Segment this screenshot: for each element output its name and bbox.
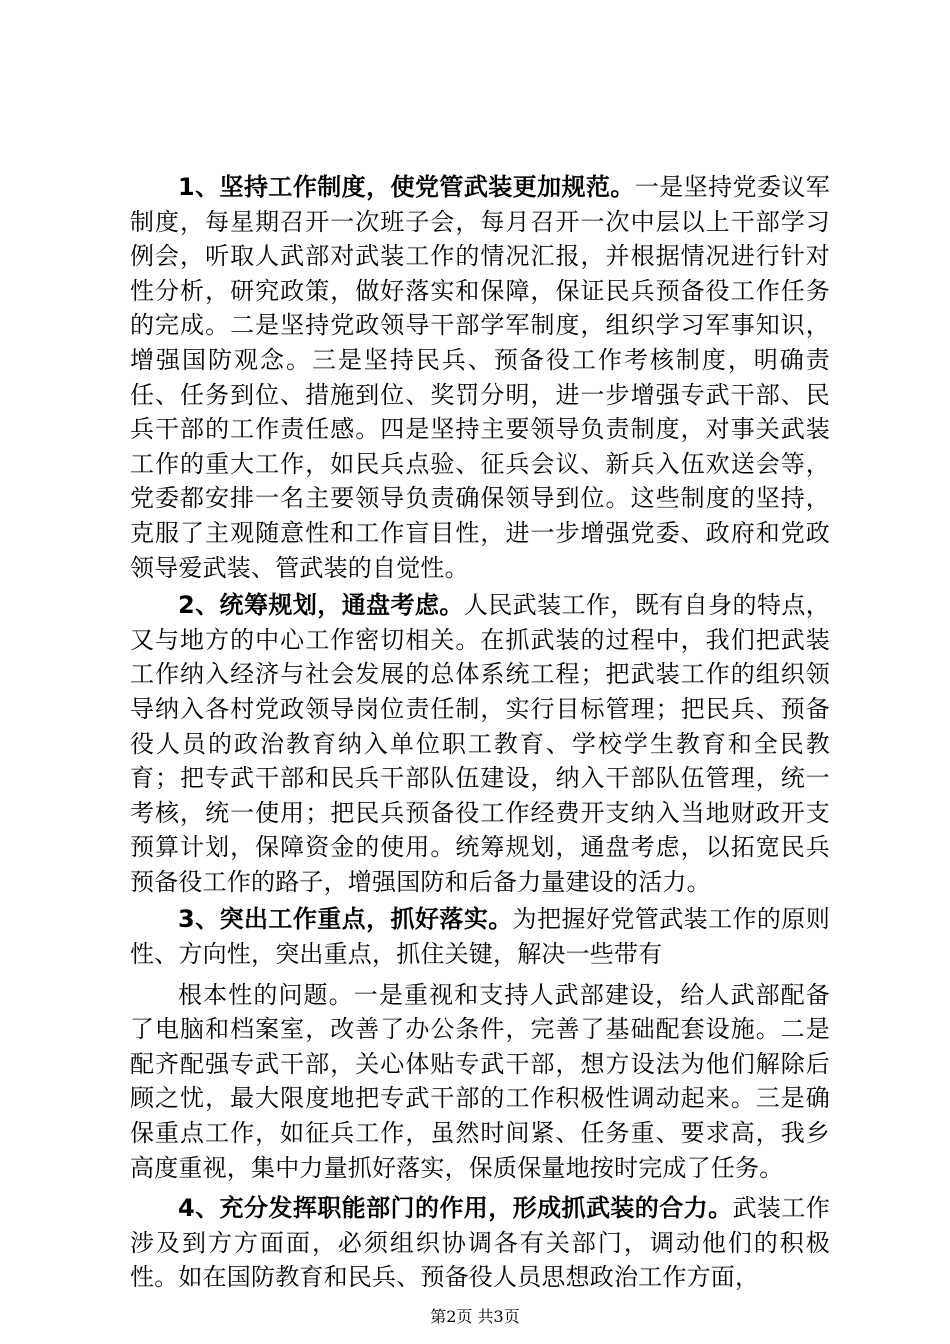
paragraph-2-heading: 2、统筹规划，通盘考虑。 [178, 591, 464, 620]
paragraph-3-body: 为把握好党管武装工作的原则性、方向性，突出重点，抓住关键，解决一些带有 [130, 905, 830, 969]
paragraph-4 [130, 1191, 830, 1295]
paragraph-3 [130, 902, 830, 971]
document-page [130, 170, 830, 1295]
paragraph-4-heading: 4、充分发挥职能部门的作用，形成抓武装的合力。 [178, 1194, 733, 1223]
paragraph-3-continued [130, 978, 830, 1186]
paragraph-2-body: 人民武装工作，既有自身的特点，又与地方的中心工作密切相关。在抓武装的过程中，我们把武装工作纳入经济与社会发展的总体系统工程；把武装工作的组织领导纳入各村党政领导岗位责任制，实行目标管理；把民兵、预备役人员的政治教育纳入单位职工教育、学校学生教育和全民教育；把专武干部和民兵干部队伍建设，纳入干部队伍管理，统一考核，统一使用；把民兵预备役工作经费开支纳入当地财政开支预算计划，保障资金的使用。统筹规划，通盘考虑，以拓宽民兵预备役工作的路子，增强国防和后备力量建设的活力。 [130, 591, 830, 896]
paragraph-2 [130, 588, 830, 899]
paragraph-1 [130, 170, 830, 585]
paragraph-1-body: 一是坚持党委议军制度，每星期召开一次班子会，每月召开一次中层以上干部学习例会，听取人武部对武装工作的情况汇报，并根据情况进行针对性分析，研究政策，做好落实和保障，保证民兵预备役工作任务的完成。二是坚持党政领导干部学军制度，组织学习军事知识，增强国防观念。三是坚持民兵、预备役工作考核制度，明确责任、任务到位、措施到位、奖罚分明，进一步增强专武干部、民兵干部的工作责任感。四是坚持主要领导负责制度，对事关武装工作的重大工作，如民兵点验、征兵会议、新兵入伍欢送会等，党委都安排一名主要领导负责确保领导到位。这些制度的坚持，克服了主观随意性和工作盲目性，进一步增强党委、政府和党政领导爱武装、管武装的自觉性。 [130, 173, 830, 582]
paragraph-4-body: 武装工作涉及到方方面面，必须组织协调各有关部门，调动他们的积极性。如在国防教育和民兵、预备役人员思想政治工作方面， [130, 1194, 830, 1292]
paragraph-3-heading: 3、突出工作重点，抓好落实。 [178, 905, 513, 934]
page-number-footer: 第2页 共3页 [430, 1307, 520, 1326]
paragraph-3-continued-body: 根本性的问题。一是重视和支持人武部建设，给人武部配备了电脑和档案室，改善了办公条件，完善了基础配套设施。二是配齐配强专武干部，关心体贴专武干部，想方设法为他们解除后顾之忧，最大限度地把专武干部的工作积极性调动起来。三是确保重点工作，如征兵工作，虽然时间紧、任务重、要求高，我乡高度重视，集中力量抓好落实，保质保量地按时完成了任务。 [130, 980, 830, 1182]
paragraph-1-heading: 1、坚持工作制度，使党管武装更加规范。 [178, 173, 635, 201]
